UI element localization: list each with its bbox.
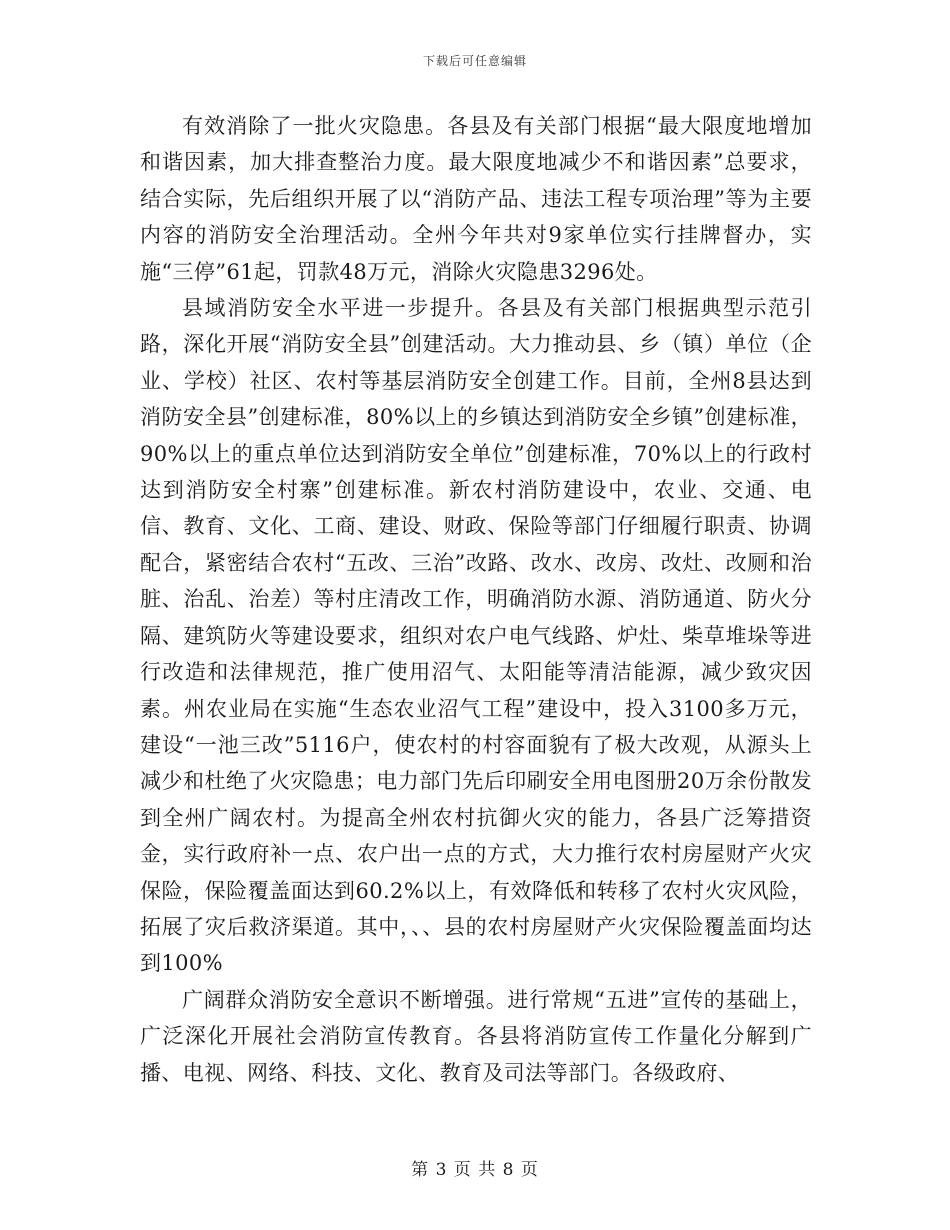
document-body xyxy=(140,108,812,1091)
paragraph-county-fire-safety: 县域消防安全水平进一步提升。各县及有关部门根据典型示范引路，深化开展“消防安全县”创建活动。大力推动县、乡（镇）单位（企业、学校）社区、农村等基层消防安全创建工作。目前，全州8县达到消防安全县”创建标准，80%以上的乡镇达到消防安全乡镇”创建标准，90%以上的重点单位达到消防安全单位”创建标准，70%以上的行政村达到消防安全村寨”创建标准。新农村消防建设中，农业、交通、电信、教育、文化、工商、建设、财政、保险等部门仔细履行职责、协调配合，紧密结合农村“五改、三治”改路、改水、改房、改灶、改厕和治脏、治乱、治差）等村庄清改工作，明确消防水源、消防通道、防火分隔、建筑防火等建设要求，组织对农户电气线路、炉灶、柴草堆垛等进行改造和法律规范，推广使用沼气、太阳能等清洁能源，减少致灾因素。州农业局在实施“生态农业沼气工程”建设中，投入3100多万元，建设“一池三改”5116户，使农村的村容面貌有了极大改观，从源头上减少和杜绝了火灾隐患；电力部门先后印刷安全用电图册20万余份散发到全州广阔农村。为提高全州农村抗御火灾的能力，各县广泛筹措资金，实行政府补一点、农户出一点的方式，大力推行农村房屋财产火灾保险，保险覆盖面达到60.2%以上，有效降低和转移了农村火灾风险，拓展了灾后救济渠道。其中，、、县的农村房屋财产火灾保险覆盖面均达到100% xyxy=(140,296,812,976)
page-header: 下载后可任意编辑 xyxy=(422,54,527,68)
paragraph-hazard-elimination: 有效消除了一批火灾隐患。各县及有关部门根据“最大限度地增加和谐因素，加大排查整治力度。最大限度地减少不和谐因素”总要求，结合实际，先后组织开展了以“消防产品、违法工程专项治理”等为主要内容的消防安全治理活动。全州今年共对9家单位实行挂牌督办，实施“三停”61起，罚款48万元，消除火灾隐患3296处。 xyxy=(140,114,812,284)
page-footer: 第 3 页 共 8 页 xyxy=(411,1160,539,1180)
paragraph-public-awareness: 广阔群众消防安全意识不断增强。进行常规“五进”宣传的基础上，广泛深化开展社会消防宣传教育。各县将消防宣传工作量化分解到广播、电视、网络、科技、文化、教育及司法等部门。各级政府、 xyxy=(140,987,812,1085)
